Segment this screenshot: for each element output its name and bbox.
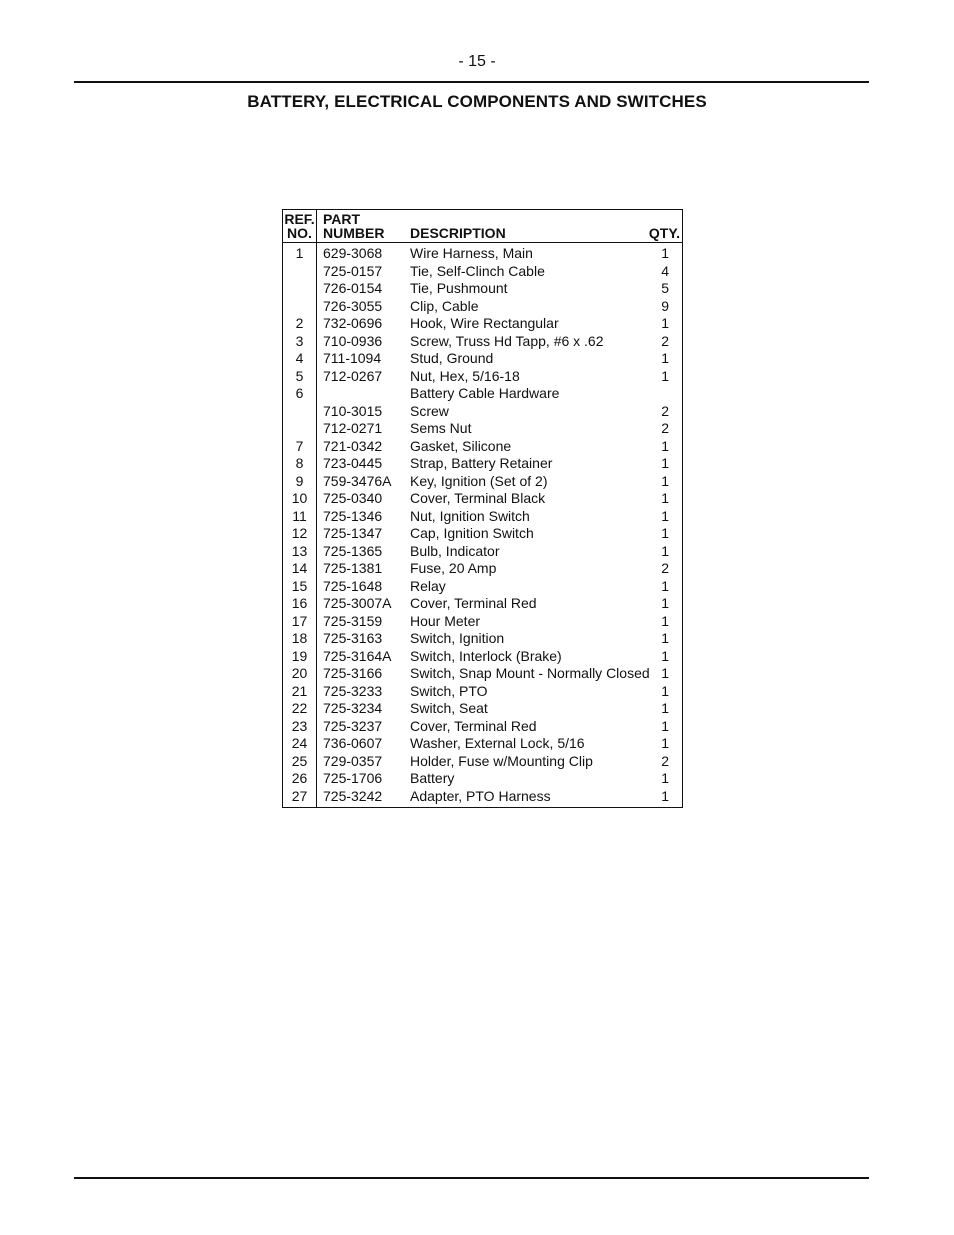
part-number-cell: 729-0357 — [323, 752, 383, 769]
table-row — [283, 665, 682, 683]
table-row — [283, 368, 682, 386]
qty-cell: 2 — [661, 560, 669, 576]
part-number-cell: 725-1381 — [323, 560, 383, 576]
part-number-cell: 710-0936 — [323, 332, 383, 349]
qty-cell: 1 — [661, 245, 669, 261]
header-divider — [283, 242, 682, 243]
table-row — [283, 648, 682, 666]
part-number-cell: 725-3242 — [323, 787, 383, 804]
qty-cell: 2 — [661, 402, 669, 419]
qty-cell: 1 — [661, 595, 669, 611]
table-row — [283, 525, 682, 543]
ref-cell: 17 — [291, 612, 308, 629]
description-cell: Stud, Ground — [410, 350, 494, 366]
part-number-cell: 732-0696 — [323, 315, 383, 331]
qty-cell: 1 — [661, 455, 669, 471]
table-body — [283, 245, 682, 805]
description-cell: Switch, Ignition — [410, 630, 505, 646]
ref-cell: 6 — [295, 385, 304, 401]
qty-cell: 1 — [661, 612, 669, 629]
table-row — [283, 613, 682, 631]
table-row — [283, 263, 682, 281]
part-number-cell: 725-3234 — [323, 700, 383, 716]
qty-cell: 4 — [661, 262, 669, 279]
part-number-cell: 726-3055 — [323, 297, 383, 314]
header-ref-line1: REF. — [284, 211, 315, 227]
qty-cell: 2 — [661, 332, 669, 349]
part-number-cell: 725-1648 — [323, 577, 383, 594]
qty-cell: 1 — [661, 542, 669, 559]
table-row — [283, 420, 682, 438]
table-row — [283, 403, 682, 421]
qty-cell: 1 — [661, 787, 669, 804]
ref-cell: 18 — [291, 630, 308, 646]
description-cell: Clip, Cable — [410, 297, 479, 314]
description-cell: Cover, Terminal Red — [410, 717, 537, 734]
part-number-cell: 710-3015 — [323, 402, 383, 419]
ref-cell: 25 — [291, 752, 308, 769]
part-number-cell: 725-1365 — [323, 542, 383, 559]
table-row — [283, 735, 682, 753]
description-cell: Switch, Snap Mount - Normally Closed — [410, 665, 650, 681]
qty-cell: 1 — [661, 647, 669, 664]
qty-cell: 1 — [661, 717, 669, 734]
description-cell: Strap, Battery Retainer — [410, 455, 553, 471]
part-number-cell: 725-3164A — [323, 647, 392, 664]
qty-cell: 1 — [661, 577, 669, 594]
table-row — [283, 700, 682, 718]
table-row — [283, 788, 682, 806]
qty-cell: 1 — [661, 367, 669, 384]
description-cell: Cap, Ignition Switch — [410, 525, 534, 541]
part-number-cell: 725-1347 — [323, 525, 383, 541]
ref-cell: 21 — [291, 682, 308, 699]
header-ref-line2: NO. — [287, 225, 312, 241]
description-cell: Wire Harness, Main — [410, 245, 533, 261]
header-description: DESCRIPTION — [410, 225, 506, 241]
qty-cell: 1 — [661, 472, 669, 489]
ref-cell: 8 — [295, 455, 304, 471]
description-cell: Gasket, Silicone — [410, 437, 512, 454]
part-number-cell: 759-3476A — [323, 472, 392, 489]
ref-cell: 20 — [291, 665, 308, 681]
ref-cell: 5 — [295, 367, 304, 384]
ref-cell: 4 — [295, 350, 304, 366]
description-cell: Cover, Terminal Black — [410, 490, 546, 506]
table-row — [283, 770, 682, 788]
ref-cell: 26 — [291, 770, 308, 786]
page-number: - 15 - — [458, 53, 496, 70]
description-cell: Tie, Pushmount — [410, 280, 508, 296]
table-row — [283, 280, 682, 298]
header-part-line1: PART — [323, 211, 361, 227]
part-number-cell: 721-0342 — [323, 437, 383, 454]
ref-cell: 13 — [291, 542, 308, 559]
description-cell: Hour Meter — [410, 612, 481, 629]
table-row — [283, 385, 682, 403]
description-cell: Cover, Terminal Red — [410, 595, 537, 611]
ref-cell: 7 — [295, 437, 304, 454]
part-number-cell: 725-1706 — [323, 770, 383, 786]
description-cell: Switch, Seat — [410, 700, 488, 716]
qty-cell: 2 — [661, 420, 669, 436]
ref-cell: 15 — [291, 577, 308, 594]
description-cell: Sems Nut — [410, 420, 472, 436]
qty-cell: 1 — [661, 770, 669, 786]
table-row — [283, 315, 682, 333]
qty-cell: 1 — [661, 700, 669, 716]
ref-cell: 12 — [291, 525, 308, 541]
description-cell: Nut, Ignition Switch — [410, 507, 530, 524]
table-row — [283, 543, 682, 561]
qty-cell: 1 — [661, 682, 669, 699]
ref-cell: 16 — [291, 595, 308, 611]
ref-cell: 19 — [291, 647, 308, 664]
part-number-cell: 725-3233 — [323, 682, 383, 699]
table-row — [283, 630, 682, 648]
part-number-cell: 725-3159 — [323, 612, 383, 629]
part-number-cell: 712-0271 — [323, 420, 383, 436]
part-number-cell: 629-3068 — [323, 245, 383, 261]
page-title: BATTERY, ELECTRICAL COMPONENTS AND SWITCHES — [247, 92, 707, 111]
part-number-cell: 725-3166 — [323, 665, 383, 681]
table-row — [283, 473, 682, 491]
qty-cell: 5 — [661, 280, 669, 296]
table-row — [283, 718, 682, 736]
header-part-line2: NUMBER — [323, 225, 385, 241]
part-number-cell: 726-0154 — [323, 280, 383, 296]
description-cell: Washer, External Lock, 5/16 — [410, 735, 585, 751]
table-row — [283, 438, 682, 456]
part-number-cell: 711-1094 — [323, 350, 382, 366]
part-number-cell: 723-0445 — [323, 455, 383, 471]
table-row — [283, 508, 682, 526]
top-rule — [74, 81, 869, 83]
ref-cell: 10 — [291, 490, 308, 506]
table-row — [283, 333, 682, 351]
description-cell: Switch, PTO — [410, 682, 488, 699]
ref-cell: 23 — [291, 717, 308, 734]
part-number-cell: 725-0340 — [323, 490, 383, 506]
part-number-cell: 725-3237 — [323, 717, 383, 734]
qty-cell: 1 — [661, 350, 669, 366]
qty-cell: 2 — [661, 752, 669, 769]
qty-cell: 1 — [661, 665, 669, 681]
ref-cell: 11 — [292, 507, 307, 524]
ref-cell: 27 — [291, 787, 308, 804]
qty-cell: 1 — [661, 507, 669, 524]
description-cell: Battery — [410, 770, 455, 786]
table-row — [283, 490, 682, 508]
table-row — [283, 683, 682, 701]
description-cell: Fuse, 20 Amp — [410, 560, 497, 576]
description-cell: Bulb, Indicator — [410, 542, 500, 559]
description-cell: Switch, Interlock (Brake) — [410, 647, 562, 664]
qty-cell: 1 — [661, 315, 669, 331]
table-row — [283, 245, 682, 263]
ref-cell: 1 — [295, 245, 304, 261]
table-row — [283, 298, 682, 316]
table-row — [283, 350, 682, 368]
table-row — [283, 560, 682, 578]
description-cell: Adapter, PTO Harness — [410, 787, 551, 804]
qty-cell: 1 — [661, 735, 669, 751]
ref-cell: 14 — [291, 560, 308, 576]
qty-cell: 1 — [661, 630, 669, 646]
description-cell: Holder, Fuse w/Mounting Clip — [410, 752, 593, 769]
description-cell: Relay — [410, 577, 446, 594]
description-cell: Key, Ignition (Set of 2) — [410, 472, 548, 489]
table-row — [283, 595, 682, 613]
description-cell: Battery Cable Hardware — [410, 385, 560, 401]
description-cell: Hook, Wire Rectangular — [410, 315, 559, 331]
table-row — [283, 455, 682, 473]
part-number-cell: 736-0607 — [323, 735, 383, 751]
table-row — [283, 753, 682, 771]
parts-table — [282, 209, 683, 808]
description-cell: Nut, Hex, 5/16-18 — [410, 367, 520, 384]
part-number-cell: 725-3163 — [323, 630, 383, 646]
description-cell: Tie, Self-Clinch Cable — [410, 262, 545, 279]
qty-cell: 9 — [661, 297, 669, 314]
ref-cell: 22 — [291, 700, 308, 716]
ref-cell: 9 — [295, 472, 304, 489]
qty-cell: 1 — [661, 437, 669, 454]
description-cell: Screw, Truss Hd Tapp, #6 x .62 — [410, 332, 604, 349]
header-qty: QTY. — [648, 225, 680, 241]
part-number-cell: 712-0267 — [323, 367, 383, 384]
part-number-cell: 725-3007A — [323, 595, 392, 611]
part-number-cell: 725-1346 — [323, 507, 383, 524]
header-ref-no — [283, 212, 316, 240]
header-part-number — [323, 212, 384, 240]
qty-cell: 1 — [661, 490, 669, 506]
qty-cell: 1 — [661, 525, 669, 541]
ref-cell: 24 — [291, 735, 308, 751]
description-cell: Screw — [410, 402, 449, 419]
table-row — [283, 578, 682, 596]
ref-cell: 2 — [295, 315, 304, 331]
part-number-cell: 725-0157 — [323, 262, 383, 279]
ref-cell: 3 — [295, 332, 304, 349]
bottom-rule — [74, 1177, 869, 1179]
